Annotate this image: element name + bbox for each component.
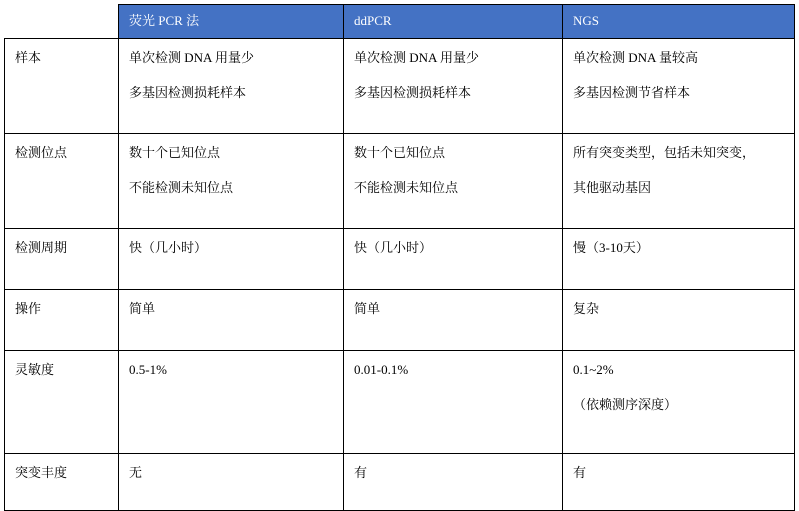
cell-text-line: 简单 (354, 300, 381, 316)
cell-text-line: 0.5-1% (129, 361, 167, 377)
column-header-ddpcr: ddPCR (344, 5, 563, 39)
cell-text-line: 无 (129, 464, 143, 480)
cell-text-line: 多基因检测损耗样本 (129, 84, 247, 100)
cell-text-line: 0.1~2% (573, 361, 614, 377)
cell-operation-ngs (563, 289, 795, 350)
cell-sites-ddpcr (344, 133, 563, 228)
cell-text-line: 有 (573, 464, 587, 480)
row-header-turnaround: 检测周期 (5, 228, 119, 289)
table-row (5, 350, 795, 453)
cell-text-line: 快（几小时） (129, 239, 208, 255)
cell-text-line: 所有突变类型，包括未知突变， (573, 144, 756, 160)
row-header-mutation-abundance: 突变丰度 (5, 453, 119, 510)
cell-text-line: 有 (354, 464, 368, 480)
cell-text-line: 慢（3-10天） (573, 239, 649, 255)
cell-text-line: 数十个已知位点 (129, 144, 221, 160)
table-header (5, 5, 795, 39)
cell-text-line: 数十个已知位点 (354, 144, 446, 160)
cell-abundance-ngs (563, 453, 795, 510)
cell-sample-ngs (563, 38, 795, 133)
row-header-detection-sites: 检测位点 (5, 133, 119, 228)
row-header-sample: 样本 (5, 38, 119, 133)
cell-sites-pcr (119, 133, 344, 228)
cell-turnaround-ngs (563, 228, 795, 289)
table-body (5, 38, 795, 510)
row-header-sensitivity: 灵敏度 (5, 350, 119, 453)
cell-abundance-ddpcr (344, 453, 563, 510)
row-header-operation: 操作 (5, 289, 119, 350)
cell-text-line: 0.01-0.1% (354, 361, 409, 377)
cell-sites-ngs (563, 133, 795, 228)
table-row (5, 38, 795, 133)
cell-turnaround-ddpcr (344, 228, 563, 289)
cell-text-line: （依赖测序深度） (573, 396, 678, 412)
cell-text-line: 快（几小时） (354, 239, 433, 255)
cell-sample-ddpcr (344, 38, 563, 133)
cell-text-line: 多基因检测节省样本 (573, 84, 691, 100)
cell-abundance-pcr (119, 453, 344, 510)
column-header-pcr: 荧光 PCR 法 (119, 5, 344, 39)
cell-text-line: 单次检测 DNA 用量少 (354, 49, 479, 65)
table-row (5, 453, 795, 510)
comparison-table (4, 4, 795, 511)
cell-operation-pcr (119, 289, 344, 350)
cell-sensitivity-pcr (119, 350, 344, 453)
cell-text-line: 简单 (129, 300, 156, 316)
column-header-ngs: NGS (563, 5, 795, 39)
table-row (5, 228, 795, 289)
cell-sample-pcr (119, 38, 344, 133)
cell-text-line: 不能检测未知位点 (354, 179, 459, 195)
table-header-row (5, 5, 795, 39)
table-row (5, 289, 795, 350)
cell-text-line: 单次检测 DNA 量较高 (573, 49, 698, 65)
cell-text-line: 单次检测 DNA 用量少 (129, 49, 254, 65)
cell-text-line: 不能检测未知位点 (129, 179, 234, 195)
document-page (0, 4, 799, 484)
table-corner-cell (5, 5, 119, 39)
cell-text-line: 多基因检测损耗样本 (354, 84, 472, 100)
cell-operation-ddpcr (344, 289, 563, 350)
cell-text-line: 复杂 (573, 300, 600, 316)
cell-turnaround-pcr (119, 228, 344, 289)
cell-sensitivity-ddpcr (344, 350, 563, 453)
table-row (5, 133, 795, 228)
cell-text-line: 其他驱动基因 (573, 179, 652, 195)
cell-sensitivity-ngs (563, 350, 795, 453)
